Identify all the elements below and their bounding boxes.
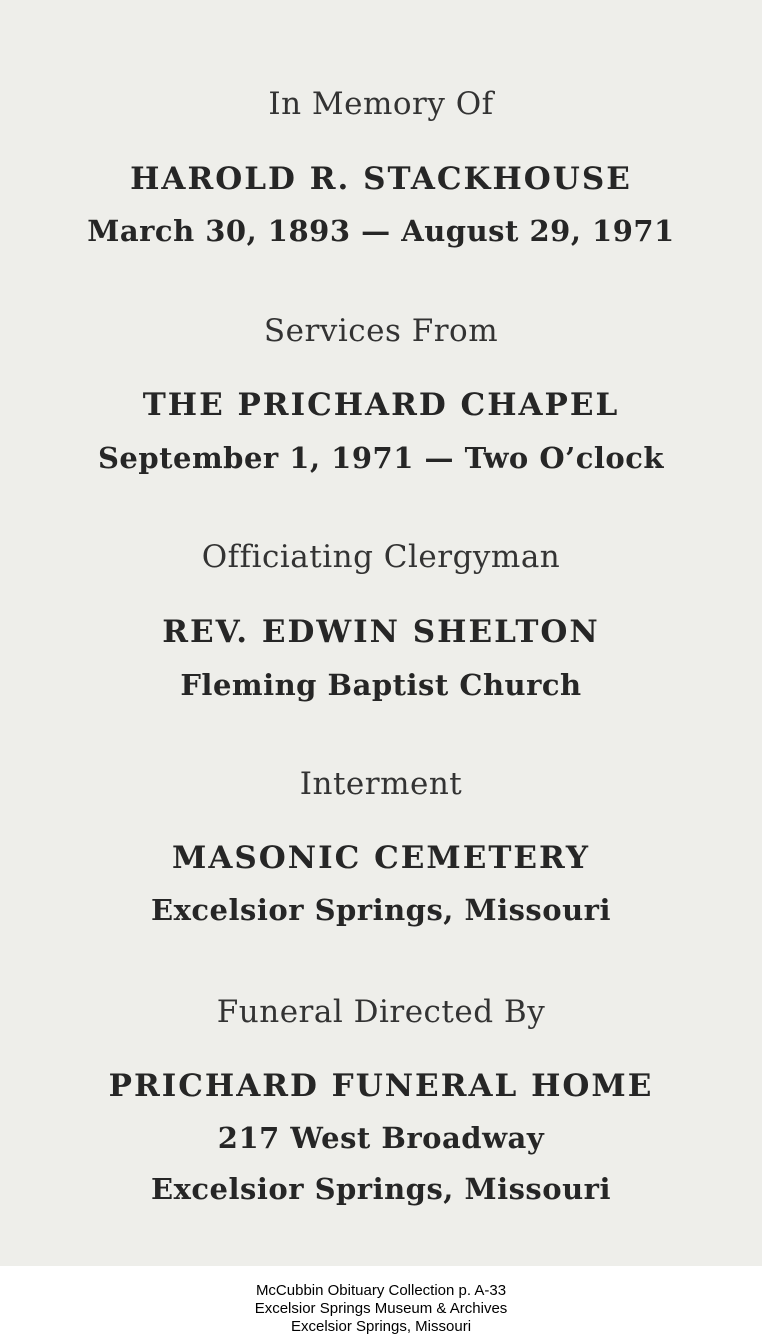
clergy-church: Fleming Baptist Church	[180, 668, 582, 702]
interment-heading: Interment	[299, 766, 463, 802]
service-datetime: September 1, 1971 — Two O’clock	[97, 441, 664, 475]
cemetery-location: Excelsior Springs, Missouri	[151, 893, 611, 927]
funeral-home-city: Excelsior Springs, Missouri	[151, 1172, 611, 1206]
collection-reference: McCubbin Obituary Collection p. A-33	[255, 1282, 507, 1299]
clergy-heading: Officiating Clergyman	[201, 539, 561, 575]
cemetery-name: MASONIC CEMETERY	[172, 840, 590, 876]
services-heading: Services From	[263, 313, 499, 349]
life-dates: March 30, 1893 — August 29, 1971	[87, 214, 675, 248]
funeral-home-name: PRICHARD FUNERAL HOME	[108, 1068, 654, 1104]
deceased-name: HAROLD R. STACKHOUSE	[130, 161, 632, 197]
archive-location: Excelsior Springs, Missouri	[290, 1318, 472, 1335]
clergy-name: REV. EDWIN SHELTON	[162, 614, 600, 650]
memorial-heading: In Memory Of	[268, 86, 494, 122]
funeral-heading: Funeral Directed By	[216, 994, 546, 1030]
funeral-home-street: 217 West Broadway	[217, 1121, 545, 1155]
archive-name: Excelsior Springs Museum & Archives	[254, 1300, 508, 1317]
chapel-name: THE PRICHARD CHAPEL	[142, 387, 620, 423]
archive-footer	[0, 1266, 762, 1335]
